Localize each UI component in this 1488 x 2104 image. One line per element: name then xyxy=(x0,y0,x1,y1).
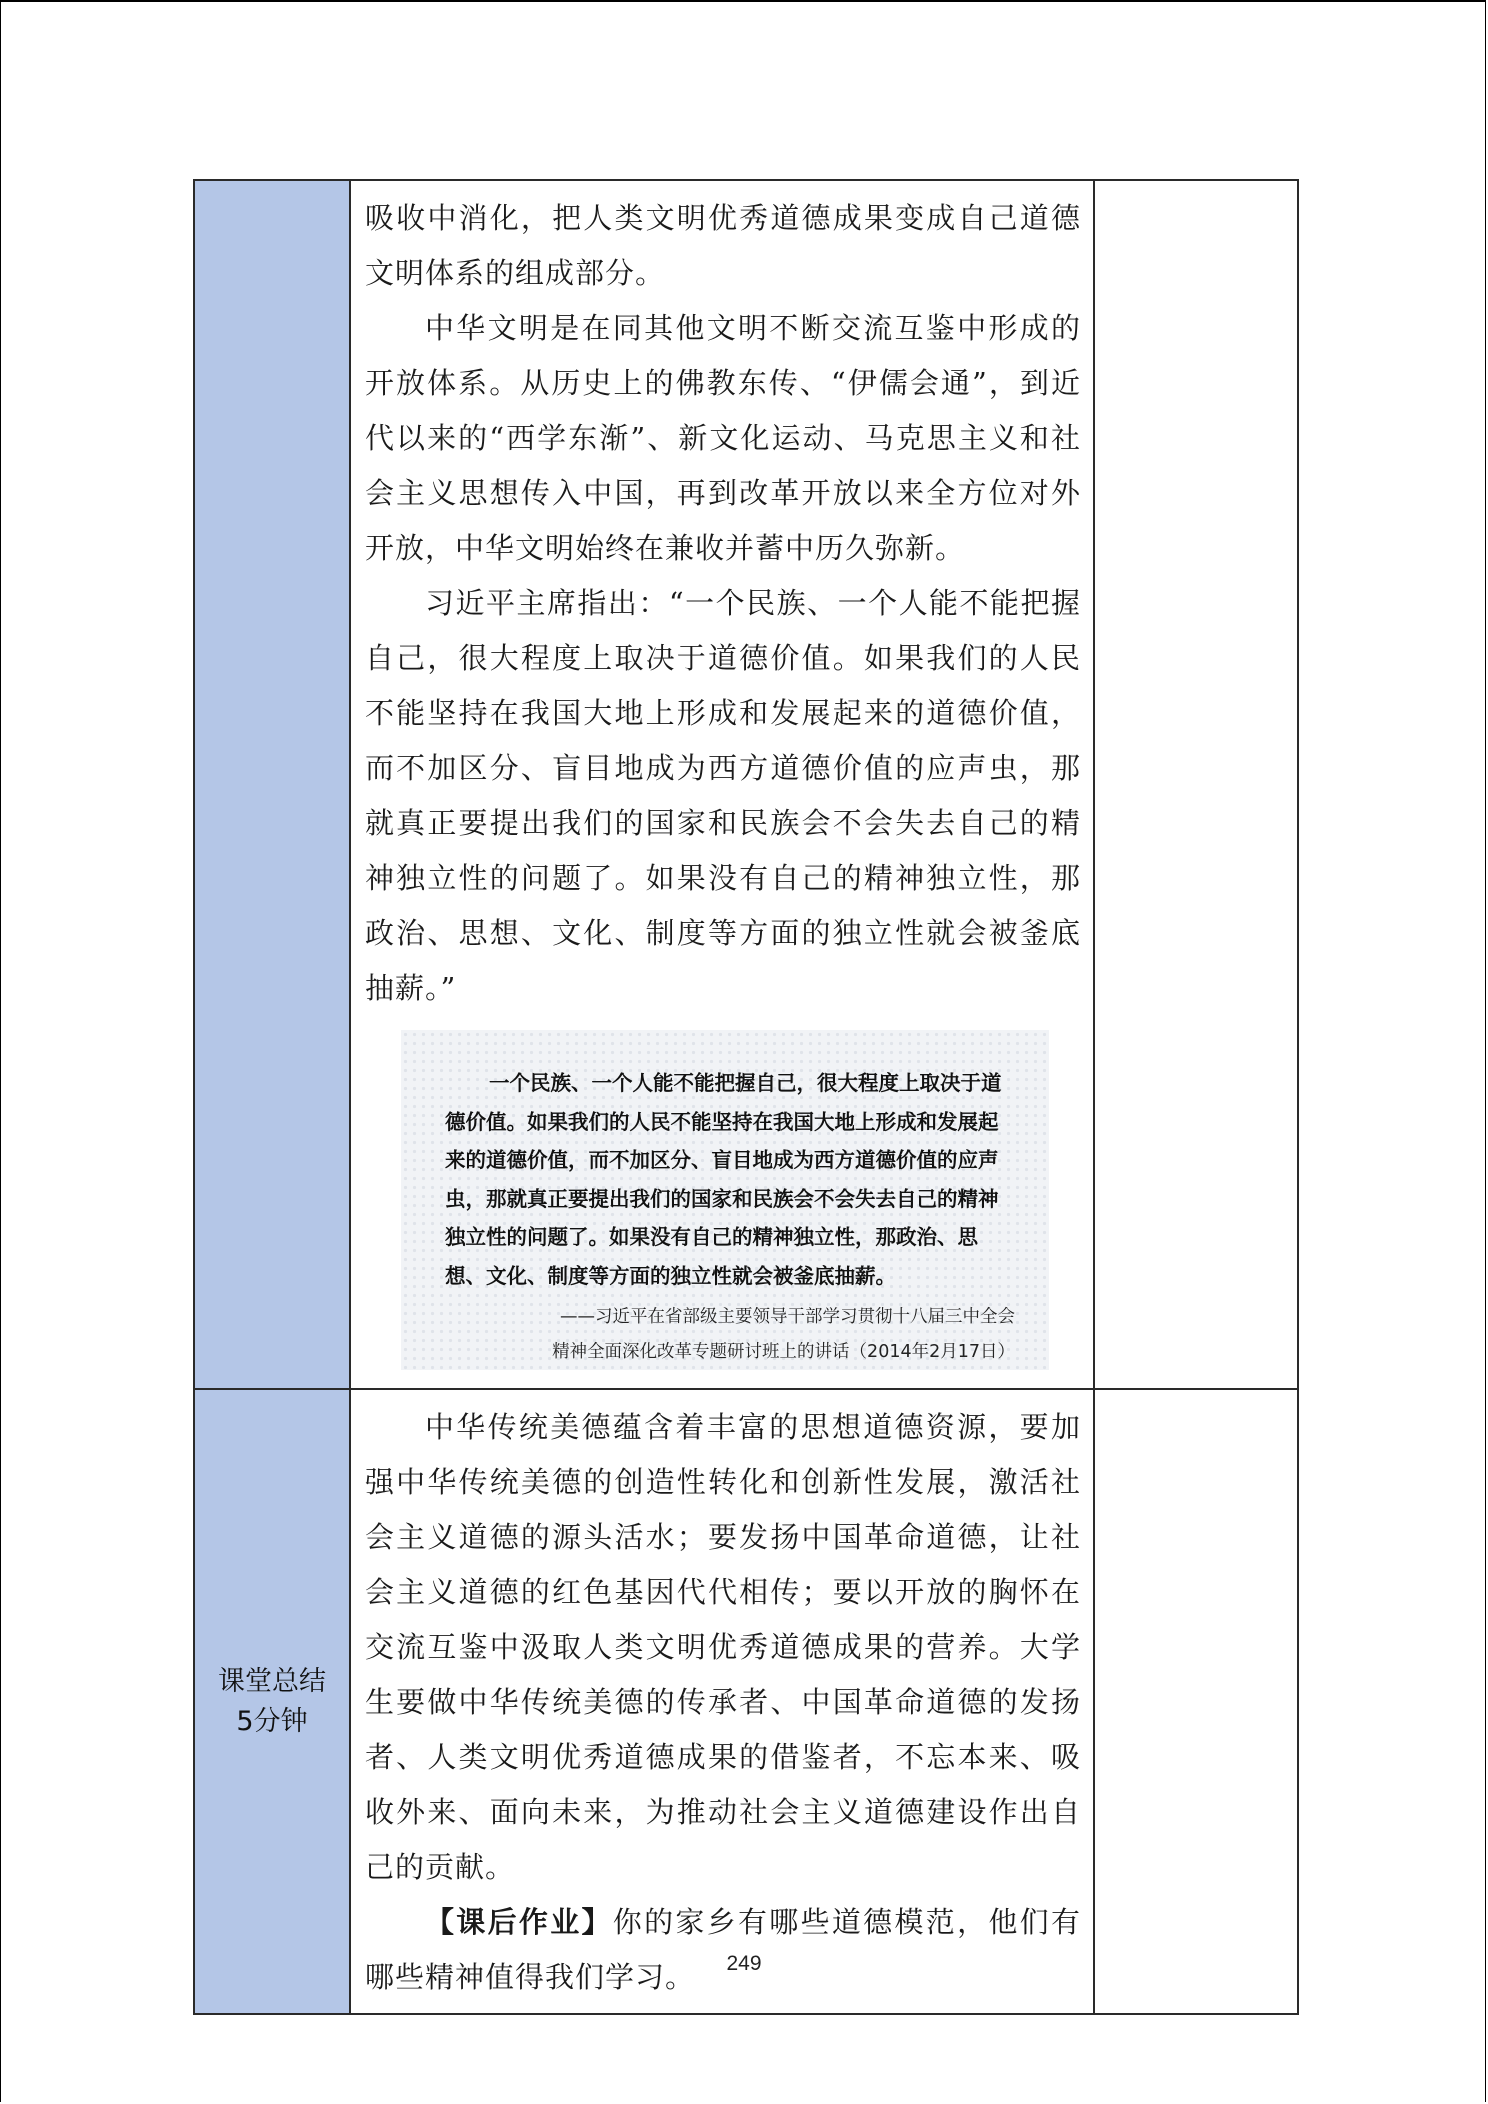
quote-source-line: ——习近平在省部级主要领导干部学习贯彻十八届三中全会 xyxy=(560,1307,1015,1327)
notes-cell xyxy=(1094,180,1298,1389)
paragraph: 吸收中消化，把人类文明优秀道德成果变成自己道德文明体系的组成部分。 xyxy=(365,201,1081,290)
lesson-plan-table xyxy=(193,179,1299,2015)
content-cell xyxy=(350,180,1094,1389)
label-cell xyxy=(194,180,350,1389)
section-label xyxy=(195,1662,349,1742)
quote-text: 一个民族、一个人能不能把握自己，很大程度上取决于道德价值。如果我们的人民不能坚持在我国大地上形成和发展起来的道德价值，而不加区分、盲目地成为西方道德价值的应声虫，那就真正要提出我们的国家和民族会不会失去自己的精神独立性的问题了。如果没有自己的精神独立性，那政治、思想、文化、制度等方面的独立性就会被釜底抽薪。 xyxy=(445,1071,1002,1288)
section-label-title: 课堂总结 xyxy=(218,1665,326,1697)
content-cell xyxy=(350,1389,1094,2014)
homework-text: 你的家乡有哪些道德模范，他们有哪些精神值得我们学习。 xyxy=(365,1905,1081,1994)
paragraph: 习近平主席指出：“一个民族、一个人能不能把握自己，很大程度上取决于道德价值。如果我们的人民不能坚持在我国大地上形成和发展起来的道德价值，而不加区分、盲目地成为西方道德价值的应声虫，那就真正要提出我们的国家和民族会不会失去自己的精神独立性的问题了。如果没有自己的精神独立性，那政治、思想、文化、制度等方面的独立性就会被釜底抽薪。” xyxy=(365,586,1081,1005)
notes-cell xyxy=(1094,1389,1298,2014)
quote-source xyxy=(552,1300,1015,1370)
homework-paragraph xyxy=(365,1895,1081,2005)
homework-title: 【课后作业】 xyxy=(425,1905,613,1939)
label-cell xyxy=(194,1389,350,2014)
table-row xyxy=(194,180,1298,1389)
quote-image xyxy=(401,1030,1049,1370)
paragraph: 中华文明是在同其他文明不断交流互鉴中形成的开放体系。从历史上的佛教东传、“伊儒会通”，到近代以来的“西学东渐”、新文化运动、马克思主义和社会主义思想传入中国，再到改革开放以来全方位对外开放，中华文明始终在兼收并蓄中历久弥新。 xyxy=(365,311,1081,565)
page-number: 249 xyxy=(726,1952,762,1975)
section-label-duration: 5分钟 xyxy=(236,1705,308,1737)
table-row xyxy=(194,1389,1298,2014)
quote-source-line: 精神全面深化改革专题研讨班上的讲话（2014年2月17日） xyxy=(552,1342,1015,1362)
paragraph: 中华传统美德蕴含着丰富的思想道德资源，要加强中华传统美德的创造性转化和创新性发展，激活社会主义道德的源头活水；要发扬中国革命道德，让社会主义道德的红色基因代代相传；要以开放的胸怀在交流互鉴中汲取人类文明优秀道德成果的营养。大学生要做中华传统美德的传承者、中国革命道德的发扬者、人类文明优秀道德成果的借鉴者，不忘本来、吸收外来、面向未来，为推动社会主义道德建设作出自己的贡献。 xyxy=(365,1410,1081,1884)
